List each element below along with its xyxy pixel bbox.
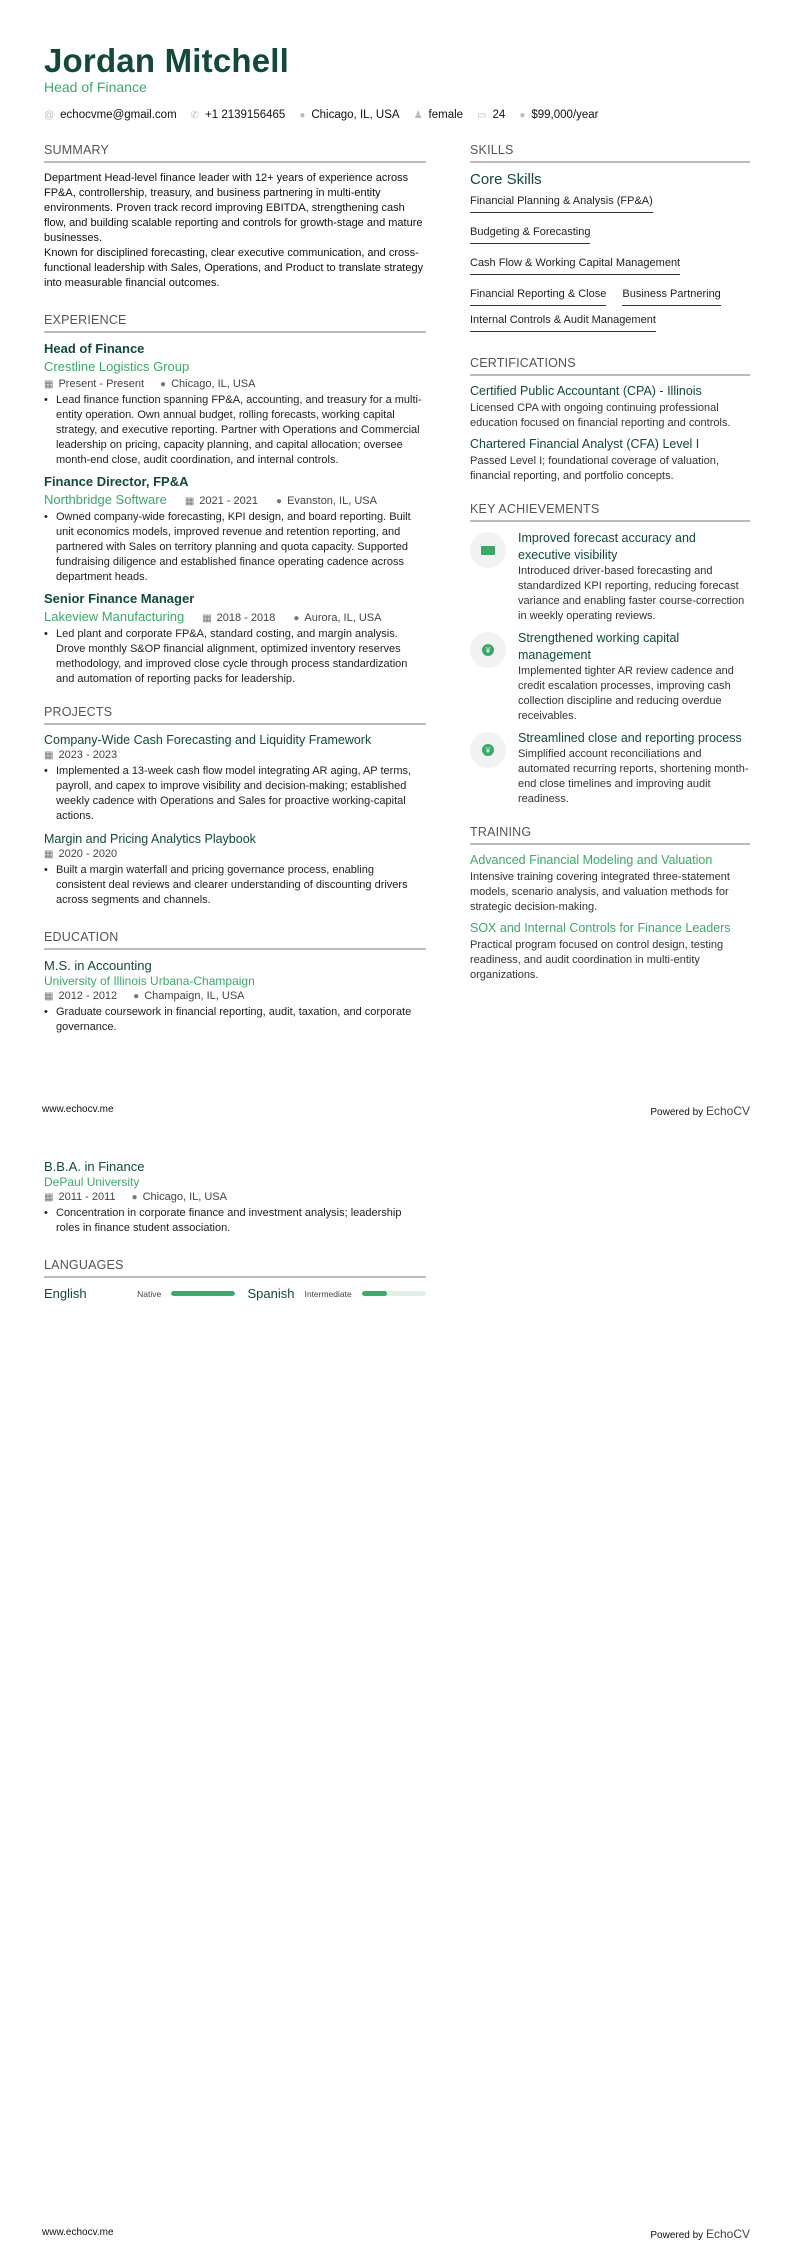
calendar-icon: ▦ bbox=[44, 379, 54, 390]
powered-by-text: Powered by bbox=[650, 1107, 704, 1118]
language-name: English bbox=[44, 1286, 87, 1301]
languages-heading: LANGUAGES bbox=[44, 1258, 426, 1278]
skill-tag: Business Partnering bbox=[622, 285, 720, 306]
company: Northbridge Software bbox=[44, 492, 167, 507]
company: Lakeview Manufacturing bbox=[44, 609, 185, 624]
yen-coin-icon: ¥ bbox=[482, 744, 494, 756]
job-role: Head of Finance bbox=[44, 341, 145, 356]
powered-by-text: Powered by bbox=[650, 2230, 704, 2241]
language-proficiency-bar bbox=[362, 1291, 426, 1296]
training-desc: Intensive training covering integrated three-statement models, scenario analysis, and valuation methods for strategic decision-making. bbox=[470, 871, 730, 913]
phone-icon: ✆ bbox=[190, 110, 200, 121]
experience-item bbox=[44, 474, 426, 585]
project-title: Margin and Pricing Analytics Playbook bbox=[44, 832, 256, 846]
job-location: Aurora, IL, USA bbox=[304, 612, 382, 624]
at-icon: @ bbox=[44, 110, 55, 121]
training-title: SOX and Internal Controls for Finance Leaders bbox=[470, 921, 731, 935]
calendar-icon: ▭ bbox=[477, 110, 487, 121]
email-text: echocvme@gmail.com bbox=[60, 109, 177, 121]
dates: 2021 - 2021 bbox=[199, 495, 259, 507]
location-icon: ● bbox=[293, 613, 300, 624]
achievement-item bbox=[470, 630, 750, 724]
age bbox=[477, 109, 505, 121]
footer-powered bbox=[650, 1104, 750, 1118]
left-column bbox=[44, 1159, 426, 1301]
degree: B.B.A. in Finance bbox=[44, 1159, 145, 1174]
summary-heading: SUMMARY bbox=[44, 143, 426, 163]
achievement-desc: Introduced driver-based forecasting and standardized KPI reporting, reducing forecast variance and enabling faster course-correction in weekly operating reviews. bbox=[518, 565, 745, 622]
achievement-desc: Simplified account reconciliations and automated recurring reports, shortening month-end close timelines and improving audit readiness. bbox=[518, 748, 749, 805]
training-heading: TRAINING bbox=[470, 825, 750, 845]
certification-title: Certified Public Accountant (CPA) - Illinois bbox=[470, 384, 702, 398]
training-title: Advanced Financial Modeling and Valuation bbox=[470, 853, 713, 867]
age-text: 24 bbox=[492, 109, 506, 121]
calendar-icon: ▦ bbox=[44, 750, 54, 761]
certification-desc: Passed Level I; foundational coverage of valuation, financial reporting, and portfolio concepts. bbox=[470, 455, 719, 482]
language-level: Native bbox=[137, 1288, 162, 1299]
job-bullet: • Lead finance function spanning FP&A, accounting, and treasury for a multi-entity operation. Own annual budget, rolling forecasts, working capital strategy, and executive reporting. Partner with Operations and Commercial leadership on pricing, capacity planning, and capital allocation; oversee month-end close, audit coordination, and internal controls. bbox=[44, 393, 426, 468]
yen-coin-icon: ¥ bbox=[482, 644, 494, 656]
achievement-item bbox=[470, 530, 750, 624]
degree: M.S. in Accounting bbox=[44, 958, 152, 973]
phone-text: +1 2139156465 bbox=[205, 109, 286, 121]
achievement-title: Strengthened working capital management bbox=[518, 631, 680, 662]
education-heading: EDUCATION bbox=[44, 930, 426, 950]
school: University of Illinois Urbana-Champaign bbox=[44, 974, 255, 988]
experience-heading: EXPERIENCE bbox=[44, 313, 426, 333]
person-icon: ♟ bbox=[413, 110, 423, 121]
calendar-icon: ▦ bbox=[44, 849, 54, 860]
education-item bbox=[44, 1159, 426, 1236]
candidate-title: Head of Finance bbox=[44, 79, 147, 95]
company: Crestline Logistics Group bbox=[44, 359, 190, 374]
school-location: Champaign, IL, USA bbox=[144, 990, 245, 1002]
achievement-title: Improved forecast accuracy and executive visibility bbox=[518, 531, 696, 562]
footer-powered bbox=[650, 2227, 750, 2241]
school: DePaul University bbox=[44, 1175, 140, 1189]
certification-desc: Licensed CPA with ongoing continuing professional education focused on financial reporting and controls. bbox=[470, 402, 731, 429]
contact-info bbox=[44, 109, 599, 121]
location-icon: ● bbox=[131, 1192, 138, 1203]
project-item bbox=[44, 832, 426, 908]
summary-paragraph: Department Head-level finance leader with 12+ years of experience across FP&A, controllership, treasury, and business partnering in multi-entity environments. Proven track record improving EBITDA, strengthening cash flow, and building scalable reporting and controls for growth-stage and mature businesses. bbox=[44, 172, 423, 244]
training-desc: Practical program focused on control design, testing readiness, and audit coordination in multi-entity organizations. bbox=[470, 939, 724, 981]
job-location: Chicago, IL, USA bbox=[171, 378, 256, 390]
project-title: Company-Wide Cash Forecasting and Liquidity Framework bbox=[44, 733, 372, 747]
email[interactable] bbox=[44, 109, 177, 121]
salary bbox=[519, 109, 598, 121]
gender bbox=[414, 109, 464, 121]
skill-tag: Financial Reporting & Close bbox=[470, 285, 606, 306]
skill-tag: Budgeting & Forecasting bbox=[470, 223, 590, 244]
achievement-item bbox=[470, 730, 750, 807]
achievement-desc: Implemented tighter AR review cadence and credit escalation processes, improving cash collection discipline and reducing overdue receivables. bbox=[518, 665, 734, 722]
experience-item bbox=[44, 341, 426, 468]
summary-paragraph: Known for disciplined forecasting, clear executive communication, and cross-functional leadership with Sales, Operations, and Product to translate strategy into measurable financial outcomes. bbox=[44, 247, 424, 289]
location-text: Chicago, IL, USA bbox=[311, 109, 400, 121]
right-column bbox=[470, 143, 750, 983]
achievement-title: Streamlined close and reporting process bbox=[518, 731, 742, 745]
skills-list bbox=[470, 192, 750, 342]
location-icon: ● bbox=[299, 110, 306, 121]
job-role: Senior Finance Manager bbox=[44, 591, 195, 606]
project-item bbox=[44, 733, 426, 824]
calendar-icon: ▦ bbox=[202, 613, 212, 624]
brand-logo[interactable]: EchoCV bbox=[705, 2227, 750, 2241]
skill-tag: Internal Controls & Audit Management bbox=[470, 311, 656, 332]
language-name: Spanish bbox=[247, 1286, 295, 1301]
location-icon: ● bbox=[160, 379, 167, 390]
money-bill-icon bbox=[481, 546, 495, 555]
footer-site-link[interactable]: www.echocv.me bbox=[42, 1104, 114, 1115]
salary-text: $99,000/year bbox=[531, 109, 599, 121]
left-column bbox=[44, 143, 426, 1035]
education-item bbox=[44, 958, 426, 1035]
dates: 2018 - 2018 bbox=[216, 612, 276, 624]
job-bullet: • Led plant and corporate FP&A, standard costing, and margin analysis. Drove monthly S&OP financial alignment, optimized inventory reserves methodology, and improved close cycle through process standardization and automation of reporting packs for leadership. bbox=[44, 627, 426, 687]
school-location: Chicago, IL, USA bbox=[142, 1191, 227, 1203]
dates: Present - Present bbox=[58, 378, 145, 390]
language-level: Intermediate bbox=[304, 1288, 352, 1299]
dollar-icon: ● bbox=[519, 110, 526, 121]
achievements-heading: KEY ACHIEVEMENTS bbox=[470, 502, 750, 522]
skill-group-title: Core Skills bbox=[470, 171, 542, 188]
languages-list bbox=[44, 1286, 426, 1301]
education-bullet: • Concentration in corporate finance and investment analysis; leadership roles in finance student association. bbox=[44, 1206, 426, 1236]
certification-title: Chartered Financial Analyst (CFA) Level I bbox=[470, 437, 700, 451]
calendar-icon: ▦ bbox=[44, 1192, 54, 1203]
education-bullet: • Graduate coursework in financial reporting, audit, taxation, and corporate governance. bbox=[44, 1005, 426, 1035]
language-proficiency-bar bbox=[171, 1291, 235, 1296]
dates: 2012 - 2012 bbox=[58, 990, 118, 1002]
job-bullet: • Owned company-wide forecasting, KPI design, and board reporting. Built unit economics models, improved revenue and retention reporting, and partnered with Sales on territory planning and quota capacity. Supported fundraising diligence and established finance operating cadence across department heads. bbox=[44, 510, 426, 585]
job-location: Evanston, IL, USA bbox=[287, 495, 377, 507]
footer-site-link[interactable]: www.echocv.me bbox=[42, 2227, 114, 2238]
experience-item bbox=[44, 591, 426, 687]
dates: 2011 - 2011 bbox=[58, 1191, 116, 1203]
skills-heading: SKILLS bbox=[470, 143, 750, 163]
brand-logo[interactable]: EchoCV bbox=[705, 1104, 750, 1118]
certifications-heading: CERTIFICATIONS bbox=[470, 356, 750, 376]
skill-tag: Cash Flow & Working Capital Management bbox=[470, 254, 680, 275]
gender-text: female bbox=[428, 109, 464, 121]
location-icon: ● bbox=[133, 991, 140, 1002]
dates: 2020 - 2020 bbox=[58, 848, 118, 860]
candidate-name: Jordan Mitchell bbox=[44, 42, 290, 79]
phone[interactable] bbox=[191, 109, 286, 121]
skill-tag: Financial Planning & Analysis (FP&A) bbox=[470, 192, 653, 213]
location bbox=[299, 109, 399, 121]
calendar-icon: ▦ bbox=[184, 496, 195, 507]
project-bullet: • Implemented a 13-week cash flow model integrating AR aging, AP terms, payroll, and capex to improve visibility and decision-making; established weekly cadence with Operations and Sales for proactive working-capital actions. bbox=[44, 764, 426, 824]
projects-heading: PROJECTS bbox=[44, 705, 426, 725]
location-icon: ● bbox=[276, 496, 283, 507]
project-bullet: • Built a margin waterfall and pricing governance process, enabling consistent deal reviews and clearer understanding of discounting drivers across segments and channels. bbox=[44, 863, 426, 908]
calendar-icon: ▦ bbox=[44, 991, 54, 1002]
job-role: Finance Director, FP&A bbox=[44, 474, 189, 489]
resume-page-2 bbox=[0, 1123, 794, 2246]
dates: 2023 - 2023 bbox=[58, 749, 118, 761]
